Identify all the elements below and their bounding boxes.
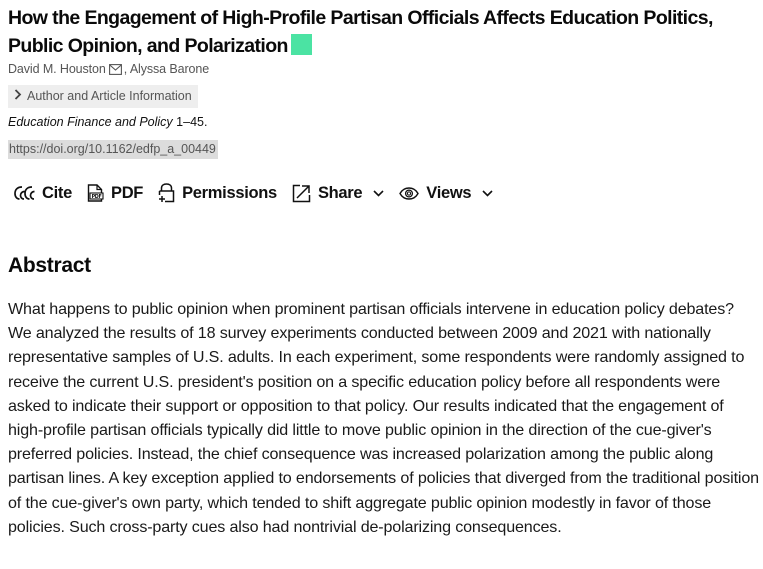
article-toolbar (14, 183, 508, 203)
cite-button[interactable] (14, 184, 72, 203)
journal-name: Education Finance and Policy (8, 115, 173, 129)
email-icon[interactable] (109, 64, 122, 78)
abstract-heading: Abstract (8, 254, 91, 277)
article-title (8, 4, 758, 60)
cite-label: Cite (42, 183, 72, 202)
share-dropdown[interactable] (292, 184, 384, 203)
chevron-down-icon (482, 190, 493, 197)
journal-citation (8, 115, 207, 129)
chevron-right-icon (14, 85, 22, 108)
share-label: Share (317, 183, 363, 202)
quote-icon (14, 185, 35, 201)
author-list (8, 62, 209, 78)
permissions-label: Permissions (182, 183, 277, 202)
lock-plus-icon (158, 183, 175, 203)
share-arrow-icon (292, 184, 311, 203)
author-article-info-toggle[interactable] (8, 85, 198, 108)
author-link-houston[interactable]: David M. Houston (8, 62, 106, 76)
author-separator: , (123, 62, 128, 76)
views-label: Views (426, 183, 472, 202)
views-dropdown[interactable] (399, 184, 493, 203)
article-title-text: How the Engagement of High-Profile Partisan Officials Affects Education Politics, Public Opinion, and Polarization (8, 7, 713, 57)
author-link-barone[interactable]: Alyssa Barone (129, 62, 210, 76)
page-range: 1–45. (176, 115, 208, 129)
pdf-file-icon (87, 184, 104, 202)
doi-link[interactable]: https://doi.org/10.1162/edfp_a_00449 (8, 140, 218, 159)
permissions-button[interactable] (158, 183, 277, 203)
pdf-label: PDF (110, 183, 144, 202)
open-access-badge-icon (291, 34, 312, 55)
author-article-info-label: Author and Article Information (27, 89, 192, 103)
chevron-down-icon (373, 190, 384, 197)
eye-icon (399, 187, 419, 200)
pdf-button[interactable] (87, 184, 143, 203)
abstract-text: What happens to public opinion when prominent partisan officials intervene in education policy debates? We analyzed the results of 18 survey experiments conducted between 2009 and 2021 with nationally representative samples of U.S. adults. In each experiment, some respondents were randomly assigned to receive the current U.S. president's position on a specific education policy before all respondents were asked to indicate their support or opposition to that policy. Our results indicated that the engagement of high-profile partisan officials typically did little to move public opinion in the direction of the cue-giver's preferred policies. Instead, the chief consequence was increased polarization among the public along partisan lines. A key exception applied to endorsements of policies that diverged from the traditional position of the cue-giver's own party, which tended to shift aggregate public opinion modestly in favor of those policies. Such cross-party cues also had nontrivial de-polarizing consequences. (8, 300, 759, 536)
svg-text:PDF: PDF (91, 194, 102, 200)
